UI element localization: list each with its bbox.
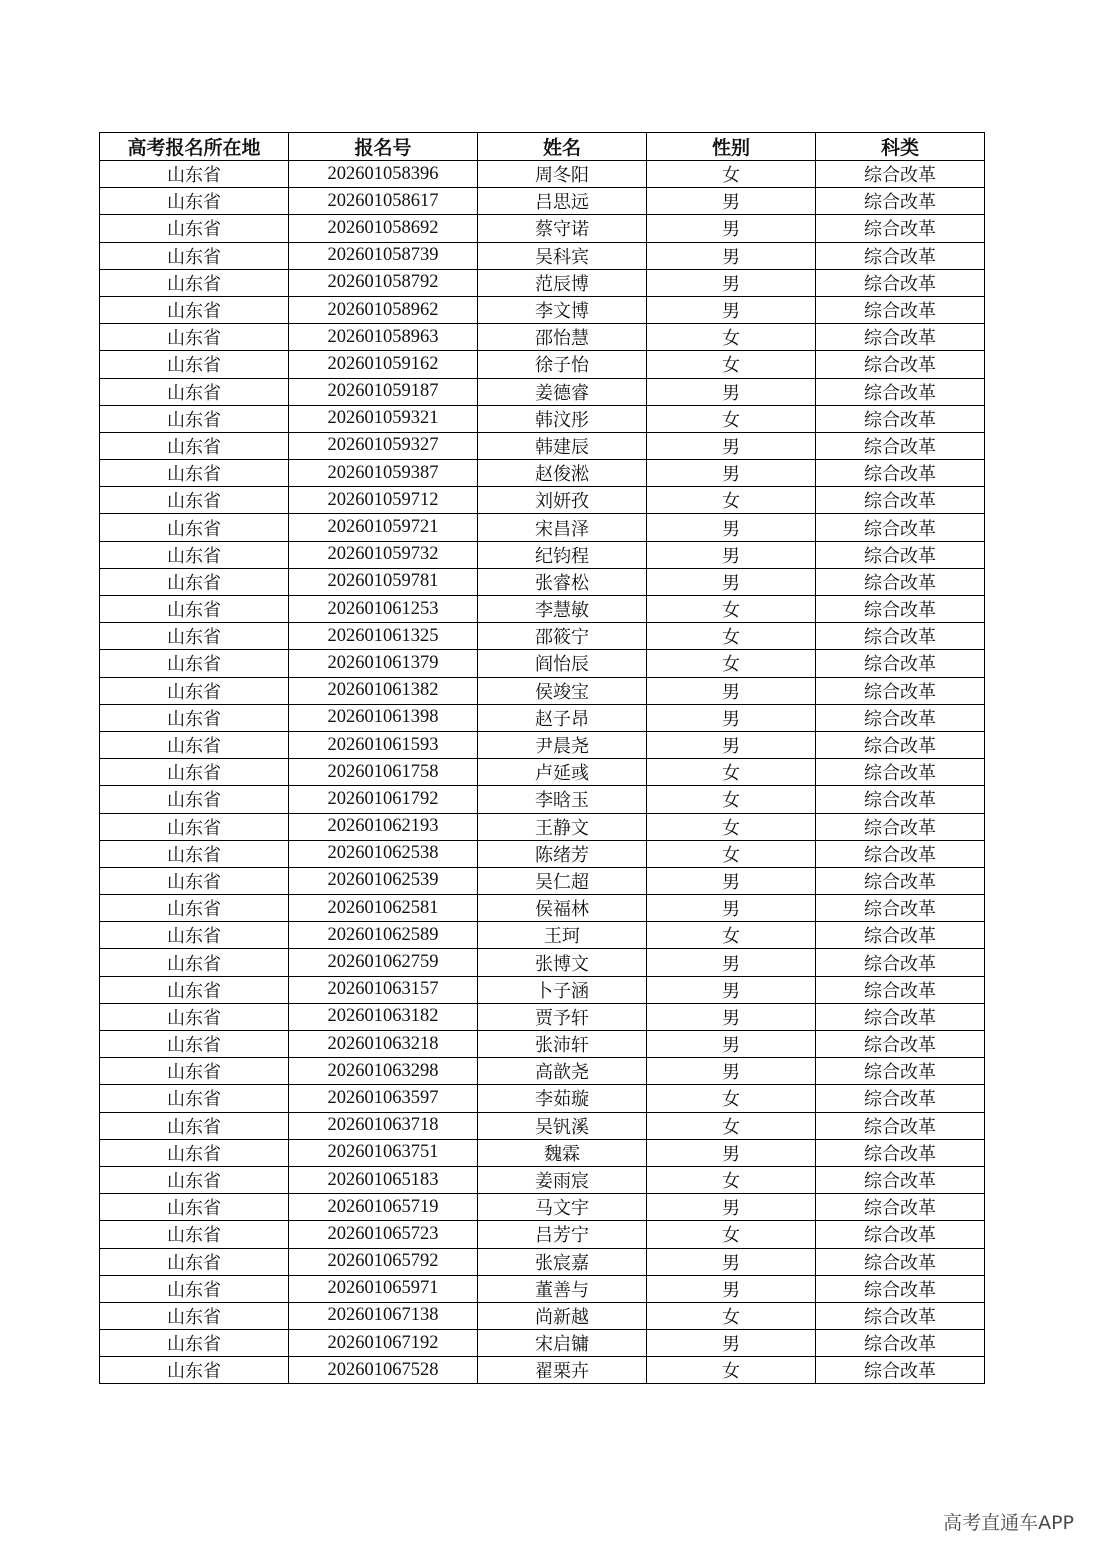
table-row xyxy=(100,269,985,296)
table-row xyxy=(100,242,985,269)
cell-name: 吴科宾 xyxy=(478,242,647,269)
cell-gender: 男 xyxy=(647,1330,816,1357)
cell-subject-category: 综合改革 xyxy=(816,840,985,867)
cell-gender: 男 xyxy=(647,215,816,242)
cell-registration-number: 202601065792 xyxy=(289,1248,478,1275)
table-row xyxy=(100,895,985,922)
cell-subject-category: 综合改革 xyxy=(816,677,985,704)
cell-name: 韩建辰 xyxy=(478,432,647,459)
cell-registration-number: 202601063751 xyxy=(289,1139,478,1166)
cell-subject-category: 综合改革 xyxy=(816,405,985,432)
table-row xyxy=(100,704,985,731)
cell-registration-number: 202601059162 xyxy=(289,351,478,378)
cell-gender: 男 xyxy=(647,269,816,296)
cell-name: 邵怡慧 xyxy=(478,324,647,351)
cell-name: 董善与 xyxy=(478,1275,647,1302)
cell-name: 陈绪芳 xyxy=(478,840,647,867)
cell-name: 王静文 xyxy=(478,813,647,840)
cell-subject-category: 综合改革 xyxy=(816,432,985,459)
cell-subject-category: 综合改革 xyxy=(816,1139,985,1166)
cell-registration-number: 202601062538 xyxy=(289,840,478,867)
cell-gender: 女 xyxy=(647,623,816,650)
cell-region: 山东省 xyxy=(100,922,289,949)
cell-name: 李文博 xyxy=(478,296,647,323)
cell-subject-category: 综合改革 xyxy=(816,1330,985,1357)
cell-region: 山东省 xyxy=(100,1003,289,1030)
cell-gender: 男 xyxy=(647,460,816,487)
cell-name: 张博文 xyxy=(478,949,647,976)
table-row xyxy=(100,840,985,867)
cell-subject-category: 综合改革 xyxy=(816,568,985,595)
cell-region: 山东省 xyxy=(100,650,289,677)
cell-registration-number: 202601058617 xyxy=(289,188,478,215)
cell-region: 山东省 xyxy=(100,1085,289,1112)
cell-subject-category: 综合改革 xyxy=(816,296,985,323)
cell-region: 山东省 xyxy=(100,731,289,758)
cell-region: 山东省 xyxy=(100,840,289,867)
cell-gender: 男 xyxy=(647,1248,816,1275)
cell-registration-number: 202601059781 xyxy=(289,568,478,595)
cell-subject-category: 综合改革 xyxy=(816,1357,985,1384)
cell-registration-number: 202601059387 xyxy=(289,460,478,487)
cell-name: 尚新越 xyxy=(478,1302,647,1329)
cell-registration-number: 202601058962 xyxy=(289,296,478,323)
table-row xyxy=(100,1221,985,1248)
cell-subject-category: 综合改革 xyxy=(816,976,985,1003)
cell-region: 山东省 xyxy=(100,1330,289,1357)
cell-subject-category: 综合改革 xyxy=(816,731,985,758)
table-row xyxy=(100,976,985,1003)
cell-region: 山东省 xyxy=(100,1139,289,1166)
cell-name: 宋启镛 xyxy=(478,1330,647,1357)
cell-region: 山东省 xyxy=(100,215,289,242)
cell-region: 山东省 xyxy=(100,460,289,487)
header-registration-number: 报名号 xyxy=(289,133,478,161)
cell-region: 山东省 xyxy=(100,895,289,922)
table-row xyxy=(100,786,985,813)
table-row xyxy=(100,949,985,976)
cell-gender: 男 xyxy=(647,378,816,405)
cell-gender: 女 xyxy=(647,405,816,432)
cell-name: 周冬阳 xyxy=(478,161,647,188)
cell-registration-number: 202601067192 xyxy=(289,1330,478,1357)
cell-gender: 女 xyxy=(647,596,816,623)
cell-subject-category: 综合改革 xyxy=(816,1248,985,1275)
table-row xyxy=(100,731,985,758)
cell-registration-number: 202601059712 xyxy=(289,487,478,514)
cell-subject-category: 综合改革 xyxy=(816,541,985,568)
cell-registration-number: 202601061398 xyxy=(289,704,478,731)
cell-gender: 男 xyxy=(647,895,816,922)
cell-gender: 女 xyxy=(647,759,816,786)
cell-name: 吕芳宁 xyxy=(478,1221,647,1248)
table-row xyxy=(100,460,985,487)
table-row xyxy=(100,1031,985,1058)
table-row xyxy=(100,324,985,351)
cell-subject-category: 综合改革 xyxy=(816,1194,985,1221)
table-row xyxy=(100,432,985,459)
cell-subject-category: 综合改革 xyxy=(816,378,985,405)
cell-gender: 男 xyxy=(647,432,816,459)
cell-gender: 男 xyxy=(647,704,816,731)
cell-subject-category: 综合改革 xyxy=(816,1085,985,1112)
cell-name: 范辰博 xyxy=(478,269,647,296)
cell-region: 山东省 xyxy=(100,623,289,650)
cell-region: 山东省 xyxy=(100,1357,289,1384)
cell-subject-category: 综合改革 xyxy=(816,704,985,731)
cell-subject-category: 综合改革 xyxy=(816,460,985,487)
cell-region: 山东省 xyxy=(100,188,289,215)
cell-registration-number: 202601067138 xyxy=(289,1302,478,1329)
cell-name: 吴仁超 xyxy=(478,867,647,894)
cell-gender: 女 xyxy=(647,1085,816,1112)
cell-registration-number: 202601058739 xyxy=(289,242,478,269)
table-row xyxy=(100,623,985,650)
cell-subject-category: 综合改革 xyxy=(816,487,985,514)
table-row xyxy=(100,677,985,704)
cell-region: 山东省 xyxy=(100,269,289,296)
table-row xyxy=(100,351,985,378)
cell-region: 山东省 xyxy=(100,976,289,1003)
cell-registration-number: 202601061593 xyxy=(289,731,478,758)
cell-subject-category: 综合改革 xyxy=(816,1031,985,1058)
header-gender: 性别 xyxy=(647,133,816,161)
cell-registration-number: 202601059721 xyxy=(289,514,478,541)
table-header-row xyxy=(100,133,985,161)
cell-name: 王珂 xyxy=(478,922,647,949)
cell-name: 宋昌泽 xyxy=(478,514,647,541)
table-row xyxy=(100,867,985,894)
cell-name: 赵俊淞 xyxy=(478,460,647,487)
cell-subject-category: 综合改革 xyxy=(816,1302,985,1329)
cell-subject-category: 综合改革 xyxy=(816,895,985,922)
cell-registration-number: 202601061325 xyxy=(289,623,478,650)
cell-region: 山东省 xyxy=(100,242,289,269)
cell-region: 山东省 xyxy=(100,432,289,459)
cell-registration-number: 202601061792 xyxy=(289,786,478,813)
cell-region: 山东省 xyxy=(100,541,289,568)
cell-region: 山东省 xyxy=(100,378,289,405)
cell-gender: 男 xyxy=(647,1194,816,1221)
cell-region: 山东省 xyxy=(100,949,289,976)
header-region: 高考报名所在地 xyxy=(100,133,289,161)
cell-registration-number: 202601059732 xyxy=(289,541,478,568)
cell-gender: 女 xyxy=(647,1357,816,1384)
table-row xyxy=(100,568,985,595)
table-row xyxy=(100,1112,985,1139)
cell-subject-category: 综合改革 xyxy=(816,1058,985,1085)
cell-name: 姜雨宸 xyxy=(478,1166,647,1193)
cell-registration-number: 202601062539 xyxy=(289,867,478,894)
cell-gender: 男 xyxy=(647,541,816,568)
cell-registration-number: 202601061758 xyxy=(289,759,478,786)
cell-name: 李慧敏 xyxy=(478,596,647,623)
cell-region: 山东省 xyxy=(100,1194,289,1221)
cell-region: 山东省 xyxy=(100,867,289,894)
table-row xyxy=(100,487,985,514)
cell-region: 山东省 xyxy=(100,1302,289,1329)
table-row xyxy=(100,405,985,432)
cell-name: 张睿松 xyxy=(478,568,647,595)
cell-gender: 女 xyxy=(647,1112,816,1139)
cell-subject-category: 综合改革 xyxy=(816,514,985,541)
cell-registration-number: 202601058792 xyxy=(289,269,478,296)
table-row xyxy=(100,1275,985,1302)
cell-subject-category: 综合改革 xyxy=(816,1221,985,1248)
table-row xyxy=(100,161,985,188)
cell-gender: 女 xyxy=(647,351,816,378)
cell-registration-number: 202601065719 xyxy=(289,1194,478,1221)
cell-name: 刘妍孜 xyxy=(478,487,647,514)
cell-gender: 男 xyxy=(647,976,816,1003)
table-row xyxy=(100,188,985,215)
table-row xyxy=(100,759,985,786)
cell-registration-number: 202601062193 xyxy=(289,813,478,840)
cell-gender: 女 xyxy=(647,786,816,813)
cell-gender: 女 xyxy=(647,840,816,867)
cell-subject-category: 综合改革 xyxy=(816,650,985,677)
cell-name: 李晗玉 xyxy=(478,786,647,813)
cell-gender: 女 xyxy=(647,324,816,351)
cell-gender: 男 xyxy=(647,949,816,976)
cell-name: 赵子昂 xyxy=(478,704,647,731)
cell-gender: 男 xyxy=(647,514,816,541)
cell-gender: 男 xyxy=(647,1003,816,1030)
cell-region: 山东省 xyxy=(100,1031,289,1058)
cell-name: 侯竣宝 xyxy=(478,677,647,704)
cell-gender: 男 xyxy=(647,188,816,215)
table-row xyxy=(100,1139,985,1166)
table-row xyxy=(100,215,985,242)
cell-region: 山东省 xyxy=(100,351,289,378)
cell-registration-number: 202601059187 xyxy=(289,378,478,405)
cell-name: 侯福林 xyxy=(478,895,647,922)
cell-name: 贾予轩 xyxy=(478,1003,647,1030)
header-name: 姓名 xyxy=(478,133,647,161)
cell-gender: 女 xyxy=(647,487,816,514)
cell-registration-number: 202601063182 xyxy=(289,1003,478,1030)
cell-subject-category: 综合改革 xyxy=(816,269,985,296)
cell-subject-category: 综合改革 xyxy=(816,759,985,786)
cell-registration-number: 202601058692 xyxy=(289,215,478,242)
cell-gender: 男 xyxy=(647,568,816,595)
cell-gender: 女 xyxy=(647,813,816,840)
table-row xyxy=(100,514,985,541)
cell-gender: 男 xyxy=(647,731,816,758)
cell-gender: 男 xyxy=(647,242,816,269)
cell-gender: 女 xyxy=(647,161,816,188)
cell-region: 山东省 xyxy=(100,296,289,323)
cell-name: 马文宇 xyxy=(478,1194,647,1221)
cell-gender: 女 xyxy=(647,922,816,949)
cell-region: 山东省 xyxy=(100,1275,289,1302)
table-row xyxy=(100,650,985,677)
cell-name: 蔡守诺 xyxy=(478,215,647,242)
cell-registration-number: 202601063298 xyxy=(289,1058,478,1085)
cell-region: 山东省 xyxy=(100,405,289,432)
cell-gender: 女 xyxy=(647,1302,816,1329)
cell-subject-category: 综合改革 xyxy=(816,188,985,215)
table-row xyxy=(100,1302,985,1329)
cell-registration-number: 202601061253 xyxy=(289,596,478,623)
header-subject-category: 科类 xyxy=(816,133,985,161)
cell-region: 山东省 xyxy=(100,568,289,595)
cell-region: 山东省 xyxy=(100,1112,289,1139)
table-row xyxy=(100,378,985,405)
cell-subject-category: 综合改革 xyxy=(816,351,985,378)
cell-registration-number: 202601061379 xyxy=(289,650,478,677)
table-row xyxy=(100,1357,985,1384)
table-row xyxy=(100,1166,985,1193)
cell-region: 山东省 xyxy=(100,161,289,188)
cell-gender: 男 xyxy=(647,677,816,704)
cell-registration-number: 202601062759 xyxy=(289,949,478,976)
cell-subject-category: 综合改革 xyxy=(816,1003,985,1030)
cell-registration-number: 202601065971 xyxy=(289,1275,478,1302)
cell-gender: 女 xyxy=(647,650,816,677)
table-row xyxy=(100,296,985,323)
cell-subject-category: 综合改革 xyxy=(816,596,985,623)
table-row xyxy=(100,596,985,623)
cell-name: 卢延彧 xyxy=(478,759,647,786)
cell-name: 张沛轩 xyxy=(478,1031,647,1058)
cell-subject-category: 综合改革 xyxy=(816,1275,985,1302)
cell-registration-number: 202601067528 xyxy=(289,1357,478,1384)
cell-name: 阎怡辰 xyxy=(478,650,647,677)
cell-region: 山东省 xyxy=(100,1248,289,1275)
cell-region: 山东省 xyxy=(100,596,289,623)
cell-name: 魏霖 xyxy=(478,1139,647,1166)
cell-name: 纪钧程 xyxy=(478,541,647,568)
cell-registration-number: 202601059321 xyxy=(289,405,478,432)
table-row xyxy=(100,1330,985,1357)
cell-name: 徐子怡 xyxy=(478,351,647,378)
cell-gender: 男 xyxy=(647,1275,816,1302)
cell-gender: 男 xyxy=(647,296,816,323)
cell-subject-category: 综合改革 xyxy=(816,813,985,840)
cell-name: 张宸嘉 xyxy=(478,1248,647,1275)
table-row xyxy=(100,1085,985,1112)
cell-region: 山东省 xyxy=(100,1058,289,1085)
cell-registration-number: 202601065723 xyxy=(289,1221,478,1248)
cell-name: 吴钒溪 xyxy=(478,1112,647,1139)
cell-region: 山东省 xyxy=(100,786,289,813)
watermark: 高考直通车APP xyxy=(943,1512,1074,1534)
table-row xyxy=(100,1058,985,1085)
cell-subject-category: 综合改革 xyxy=(816,922,985,949)
cell-registration-number: 202601061382 xyxy=(289,677,478,704)
cell-subject-category: 综合改革 xyxy=(816,215,985,242)
table-row xyxy=(100,541,985,568)
cell-subject-category: 综合改革 xyxy=(816,786,985,813)
table-row xyxy=(100,1194,985,1221)
cell-name: 吕思远 xyxy=(478,188,647,215)
cell-name: 翟栗卉 xyxy=(478,1357,647,1384)
cell-subject-category: 综合改革 xyxy=(816,867,985,894)
cell-subject-category: 综合改革 xyxy=(816,623,985,650)
admission-table xyxy=(99,132,985,1384)
table-row xyxy=(100,922,985,949)
table-row xyxy=(100,1248,985,1275)
cell-name: 尹晨尧 xyxy=(478,731,647,758)
cell-registration-number: 202601065183 xyxy=(289,1166,478,1193)
cell-name: 卜子涵 xyxy=(478,976,647,1003)
cell-registration-number: 202601059327 xyxy=(289,432,478,459)
cell-gender: 女 xyxy=(647,1221,816,1248)
admission-list xyxy=(99,132,985,1384)
cell-subject-category: 综合改革 xyxy=(816,949,985,976)
cell-region: 山东省 xyxy=(100,487,289,514)
cell-region: 山东省 xyxy=(100,324,289,351)
table-row xyxy=(100,813,985,840)
cell-name: 高歆尧 xyxy=(478,1058,647,1085)
cell-region: 山东省 xyxy=(100,1166,289,1193)
cell-name: 韩汶彤 xyxy=(478,405,647,432)
table-body xyxy=(100,161,985,1384)
cell-gender: 男 xyxy=(647,1031,816,1058)
cell-gender: 男 xyxy=(647,1058,816,1085)
cell-region: 山东省 xyxy=(100,514,289,541)
cell-name: 姜德睿 xyxy=(478,378,647,405)
cell-gender: 女 xyxy=(647,1166,816,1193)
cell-subject-category: 综合改革 xyxy=(816,1112,985,1139)
cell-region: 山东省 xyxy=(100,813,289,840)
cell-gender: 男 xyxy=(647,1139,816,1166)
cell-registration-number: 202601062589 xyxy=(289,922,478,949)
cell-registration-number: 202601063718 xyxy=(289,1112,478,1139)
cell-name: 李茹璇 xyxy=(478,1085,647,1112)
cell-registration-number: 202601063157 xyxy=(289,976,478,1003)
table-row xyxy=(100,1003,985,1030)
cell-registration-number: 202601063597 xyxy=(289,1085,478,1112)
cell-name: 邵筱宁 xyxy=(478,623,647,650)
cell-subject-category: 综合改革 xyxy=(816,161,985,188)
cell-registration-number: 202601063218 xyxy=(289,1031,478,1058)
cell-registration-number: 202601058396 xyxy=(289,161,478,188)
cell-region: 山东省 xyxy=(100,759,289,786)
cell-region: 山东省 xyxy=(100,677,289,704)
cell-gender: 男 xyxy=(647,867,816,894)
cell-subject-category: 综合改革 xyxy=(816,324,985,351)
cell-registration-number: 202601058963 xyxy=(289,324,478,351)
cell-registration-number: 202601062581 xyxy=(289,895,478,922)
cell-region: 山东省 xyxy=(100,704,289,731)
cell-subject-category: 综合改革 xyxy=(816,242,985,269)
cell-subject-category: 综合改革 xyxy=(816,1166,985,1193)
cell-region: 山东省 xyxy=(100,1221,289,1248)
